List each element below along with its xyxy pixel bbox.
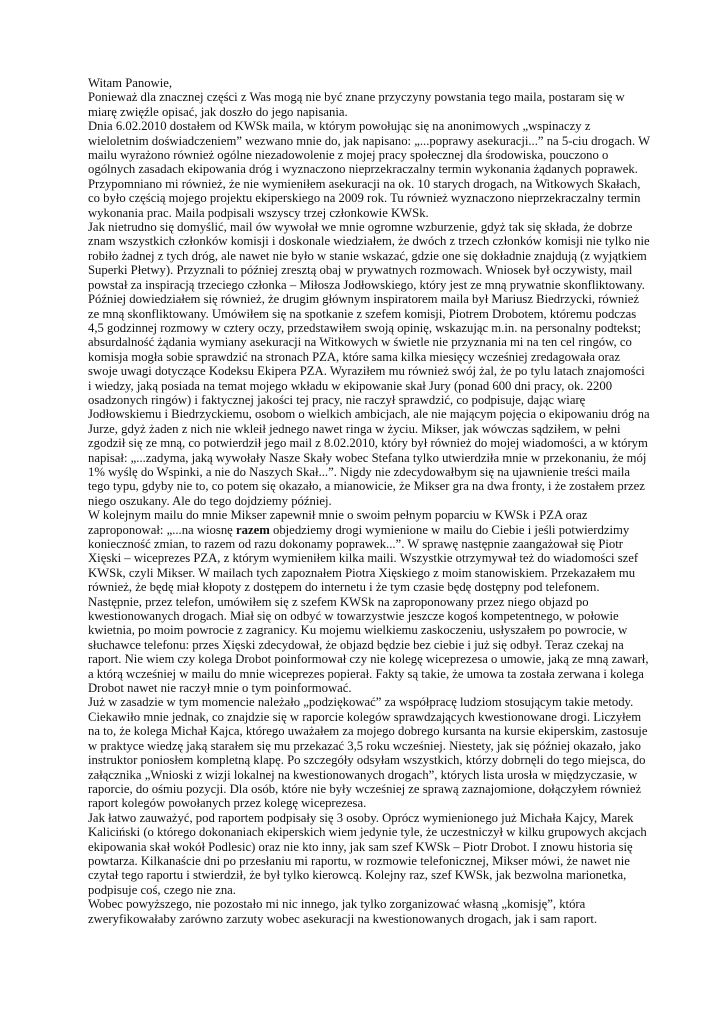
paragraph-mikser-proposal	[88, 508, 650, 695]
paragraph-kwsk-mail: Dnia 6.02.2010 dostałem od KWSk maila, w którym powołując się na anonimowych „wspinaczy z wieloletnim doświadczeniem” wezwano mnie do, jak napisano: „...poprawy asekuracji...” na 5-ciu drogach. W mailu wyrażono również ogólne niezadowolenie z mojej pracy społecznej dla środowiska, pouczono o ogólnych zasadach ekipowania dróg i wyznaczono nieprzekraczalny termin wykonania żądanych poprawek. Przypomniano mi również, że nie wymieniłem asekuracji na ok. 10 starych drogach, na Witkowych Skałach, co było częścią mojego projektu ekiperskiego na 2009 rok. Tu również wyznaczono nieprzekraczalny termin wykonania prac. Maila podpisali wszyscy trzej członkowie KWSk.	[88, 119, 650, 220]
paragraph-mikser-text-end: objedziemy drogi wymienione w mailu do Ciebie i jeśli potwierdzimy konieczność zmian, to razem od razu dokonamy poprawek...”. W sprawę następnie zaangażował się Piotr Xięski – wiceprezes PZA, z którym wymieniłem kilka maili. Wszystkie otrzymywał też do wiadomości szef KWSk, czyli Mikser. W mailach tych zapoznałem Piotra Xięskiego z moim stanowiskiem. Przekazałem mu również, że będę miał kłopoty z dostępem do internetu i że tym czasie będę dostępny pod telefonem. Następnie, przez telefon, umówiłem się z szefem KWSk na zaproponowany przez niego objazd po kwestionowanych drogach. Miał się on odbyć w towarzystwie jeszcze kogoś kompetentnego, w połowie kwietnia, po moim powrocie z zagranicy. Ku mojemu wielkiemu zaskoczeniu, usłyszałem po powrocie, w słuchawce telefonu: przes Xięski zdecydował, że objazd będzie bez ciebie i już się odbył. Teraz czekaj na raport. Nie wiem czy kolega Drobot poinformował czy nie kolegę wiceprezesa o umowie, jaką ze mną zawarł, a którą wcześniej w mailu do mnie wiceprezes popierał. Fakty są takie, że umowa ta została zerwana i kolega Drobot nawet nie raczył mnie o tym poinformować.	[88, 522, 649, 696]
paragraph-mikser-text-start: W kolejnym mailu do mnie Mikser zapewnił mnie o swoim pełnym poparciu w KWSk i PZA oraz zaproponował: „...na wiosnę	[88, 508, 588, 537]
emphasis-razem: razem	[235, 522, 270, 537]
paragraph-reaction: Jak nietrudno się domyślić, mail ów wywołał we mnie ogromne wzburzenie, gdyż tak się składa, że dobrze znam wszystkich członków komisji i doskonale wiedziałem, że dwóch z trzech członków komisji nie tylko nie robiło żadnej z tych dróg, ale nawet nie było w stanie wskazać, gdzie one się dokładnie znajdują (z wyjątkiem Superki Płetwy). Przyznali to później zresztą obaj w prywatnych rozmowach. Wniosek był oczywisty, mail powstał za inspiracją trzeciego członka – Miłosza Jodłowskiego, który jest ze mną prywatnie skonfliktowany. Później dowiedziałem się również, że drugim głównym inspiratorem maila był Mariusz Biedrzycki, również ze mną skonfliktowany. Umówiłem się na spotkanie z szefem komisji, Piotrem Drobotem, któremu podczas 4,5 godzinnej rozmowy w cztery oczy, przedstawiłem swoją opinię, wskazując m.in. na personalny podtekst; absurdalność żądania wymiany asekuracji na Witkowych w świetle nie przyznania mi na ten cel ringów, co komisja mogła sobie sprawdzić na stronach PZA, które sama kilka miesięcy wcześniej zredagowała oraz swoje uwagi dotyczące Kodeksu Ekipera PZA. Wyraziłem mu również swój żal, że po tylu latach znajomości i wiedzy, jaką posiada na temat mojego wkładu w ekipowanie skał Jury (ponad 600 dni pracy, ok. 2200 osadzonych ringów) i faktycznej jakości tej pracy, nie raczył sprawdzić, co podpisuje, dając wiarę Jodłowskiemu i Biedrzyckiemu, osobom o wielkich ambicjach, ale nie mającym pojęcia o ekipowaniu dróg na Jurze, gdyż żaden z nich nie wkleił jednego nawet ringa w życiu. Mikser, jak wówczas sądziłem, w pełni zgodził się ze mną, co potwierdził jego mail z 8.02.2010, który był również do mojej wiadomości, a w którym napisał: „...zadyma, jaką wywołały Nasze Skały wobec Stefana tylko utwierdziła mnie w przekonaniu, że mój 1% wyślę do Wspinki, a nie do Naszych Skał...”. Nigdy nie zdecydowałbym się na ujawnienie treści maila tego typu, gdyby nie to, co potem się okazało, a mianowicie, że Mikser gra na dwa fronty, i że zostałem przez niego oszukany. Ale do tego dojdziemy później.	[88, 220, 650, 508]
paragraph-signatures: Jak łatwo zauważyć, pod raportem podpisały się 3 osoby. Oprócz wymienionego już Michała Kajcy, Marek Kaliciński (o którego dokonaniach ekiperskich wiem jedynie tyle, że uczestniczył w kilku grupowych akcjach ekipowania skał wokół Podlesic) oraz nie kto inny, jak sam szef KWSk – Piotr Drobot. I znowu historia się powtarza. Kilkanaście dni po przesłaniu mi raportu, w rozmowie telefonicznej, Mikser mówi, że nawet nie czytał tego raportu i stwierdził, że był tylko kierowcą. Kolejny raz, szef KWSk, jak bezwolna marionetka, podpisuje coś, czego nie zna.	[88, 810, 647, 897]
paragraph-report: Już w zasadzie w tym momencie należało „podziękować” za współpracę ludziom stosującym takie metody. Ciekawiło mnie jednak, co znajdzie się w raporcie kolegów sprawdzających kwestionowane drogi. Liczyłem na to, że kolega Michał Kajca, którego uważałem za mojego dobrego kursanta na kursie ekiperskim, zastosuje w praktyce wiedzę jaką starałem się mu przekazać 3,5 roku wcześniej. Niestety, jak się później okazało, jako instruktor poniosłem kompletną klapę. Po szczegóły odsyłam wszystkich, którzy dobrnęli do tego miejsca, do załącznika „Wnioski z wizji lokalnej na kwestionowanych drogach”, których lista urosła w międzyczasie, w raporcie, do ośmiu pozycji. Dla osób, które nie były wcześniej ze sprawą zaznajomione, dołączyłem również raport kolegów powołanych przez kolegę wiceprezesa.	[88, 695, 648, 811]
paragraph-conclusion: Wobec powyższego, nie pozostało mi nic innego, jak tylko zorganizować własną „komisję”, która zweryfikowałaby zarówno zarzuty wobec asekuracji na kwestionowanych drogach, jak i sam raport.	[88, 897, 598, 926]
paragraph-intro: Ponieważ dla znacznej części z Was mogą nie być znane przyczyny powstania tego maila, postaram się w miarę zwięźle opisać, jak doszło do jego napisania.	[88, 90, 625, 119]
letter-body	[88, 76, 650, 926]
greeting: Witam Panowie,	[88, 76, 173, 90]
